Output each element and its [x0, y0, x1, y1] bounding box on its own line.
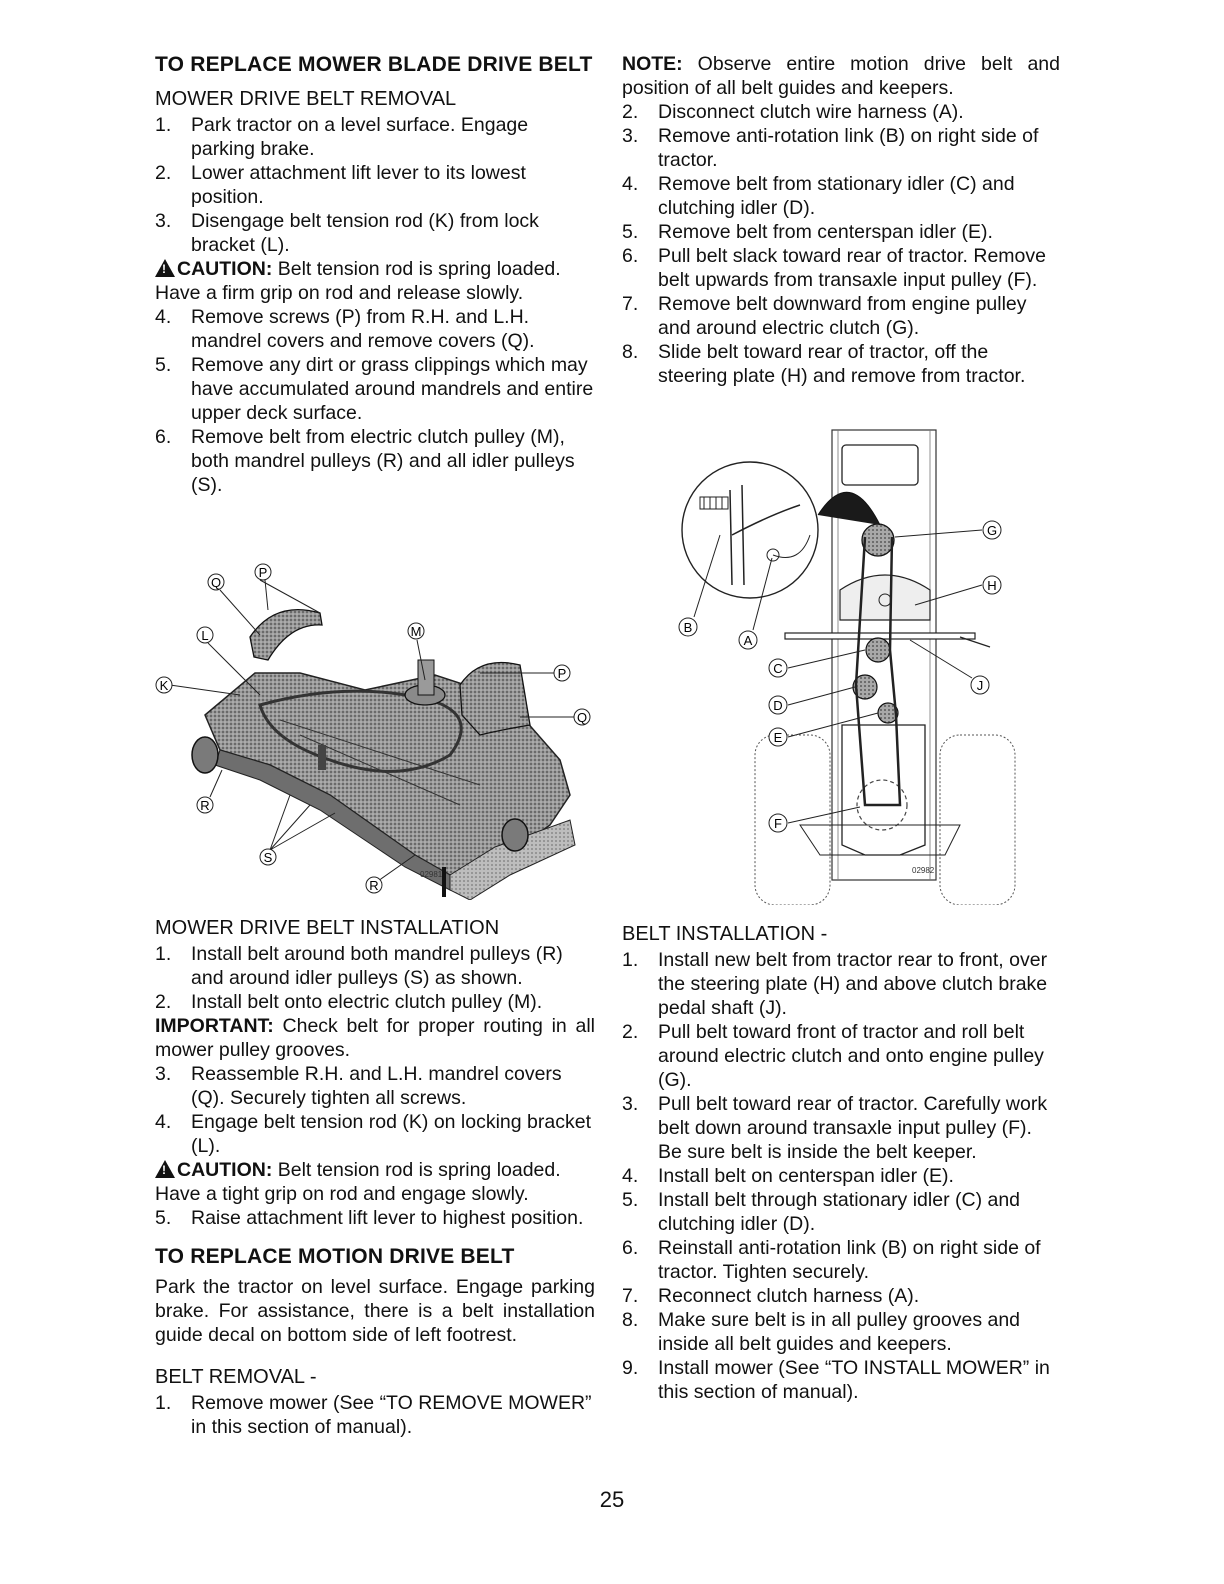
steering-plate [840, 575, 930, 620]
step-item [155, 425, 595, 497]
callout-b: B [683, 620, 693, 635]
step-item [622, 1284, 1060, 1308]
note-text: Observe entire motion drive belt and position of all belt guides and keepers. [622, 53, 1060, 99]
callout-h: H [987, 578, 997, 593]
callout-g: G [986, 523, 998, 538]
step-number: 4. [622, 173, 639, 195]
mandrel-cover-left [250, 610, 322, 660]
mower-deck-figure [150, 555, 600, 900]
callout-c: C [773, 661, 783, 676]
step-text: Remove belt from electric clutch pulley (M), both mandrel pulleys (R) and all idler pulleys (S). [191, 426, 575, 496]
step-number: 6. [155, 426, 172, 448]
step-number: 3. [155, 210, 172, 232]
belt-removal-steps [155, 1391, 595, 1439]
callout-q-1: P [258, 565, 268, 580]
step-text: Remove anti-rotation link (B) on right side of tractor. [658, 125, 1039, 171]
detail-circle [682, 462, 818, 598]
callout-r-2: R [369, 878, 379, 893]
step-item [155, 1062, 595, 1110]
step-item [622, 1020, 1060, 1092]
step-item [622, 292, 1060, 340]
step-item [155, 1110, 595, 1158]
page-number: 25 [599, 1487, 625, 1512]
step-number: 4. [622, 1165, 639, 1187]
engine-pulley [862, 524, 894, 556]
step-text: Pull belt toward front of tractor and roll belt around electric clutch and onto engine pulley (G). [658, 1021, 1044, 1091]
important-label: IMPORTANT: [155, 1015, 274, 1037]
install-steps-c [155, 1206, 595, 1230]
step-text: Reinstall anti-rotation link (B) on right side of tractor. Tighten securely. [658, 1237, 1041, 1283]
step-number: 4. [155, 306, 172, 328]
note [622, 52, 1060, 100]
section-title-motion-belt: TO REPLACE MOTION DRIVE BELT [155, 1245, 515, 1268]
caution-2-label: CAUTION: [177, 1159, 273, 1181]
caution-1-label: CAUTION: [177, 258, 273, 280]
step-number: 1. [155, 114, 172, 136]
important-note [155, 1014, 595, 1062]
callout-d: D [773, 698, 783, 713]
step-text: Remove any dirt or grass clippings which may have accumulated around mandrels and entire upper deck surface. [191, 354, 594, 424]
step-number: 7. [622, 1285, 639, 1307]
step-item [622, 172, 1060, 220]
callout-j: J [976, 678, 984, 693]
warning-icon [155, 1160, 175, 1178]
callout-e: E [773, 730, 783, 745]
left-column-top [155, 52, 595, 497]
step-text: Install belt on centerspan idler (E). [658, 1165, 954, 1187]
step-item [622, 100, 1060, 124]
callout-m: M [410, 624, 422, 639]
callout-p-2: P [557, 666, 567, 681]
callout-l: L [201, 628, 209, 643]
caution-2-text: Belt tension rod is spring loaded. Have a tight grip on rod and engage slowly. [155, 1159, 561, 1205]
step-number: 1. [622, 949, 639, 971]
step-item [155, 161, 595, 209]
step-item [155, 990, 595, 1014]
step-number: 4. [155, 1111, 172, 1133]
caution-1 [155, 257, 595, 305]
warning-icon [155, 259, 175, 277]
callout-p-1: Q [210, 575, 222, 590]
important-text: Check belt for proper routing in all mower pulley grooves. [155, 1015, 595, 1061]
step-text: Pull belt toward rear of tractor. Carefully work belt down around transaxle input pulley (F). Be sure belt is inside the belt keeper. [658, 1093, 1048, 1163]
step-number: 5. [622, 221, 639, 243]
deck-wheel-left [192, 737, 218, 773]
step-text: Park tractor on a level surface. Engage parking brake. [191, 114, 529, 160]
removal-steps-a [155, 113, 595, 257]
step-text: Lower attachment lift lever to its lowest position. [191, 162, 526, 208]
step-number: 7. [622, 293, 639, 315]
install-heading: MOWER DRIVE BELT INSTALLATION [155, 917, 500, 939]
step-number: 8. [622, 341, 639, 363]
step-text: Slide belt toward rear of tractor, off the steering plate (H) and remove from tractor. [658, 341, 1026, 387]
step-item [155, 942, 595, 990]
deck-wheel-front [502, 819, 528, 851]
step-text: Pull belt slack toward rear of tractor. Remove belt upwards from transaxle input pulley (F). [658, 245, 1046, 291]
rear-tire-left [755, 735, 830, 905]
step-text: Disconnect clutch wire harness (A). [658, 101, 964, 123]
step-item [622, 1308, 1060, 1356]
right-column-top [622, 52, 1060, 388]
step-text: Disengage belt tension rod (K) from lock bracket (L). [191, 210, 539, 256]
figure2-code: 02982 [912, 866, 935, 875]
step-number: 8. [622, 1309, 639, 1331]
belt-install-heading: BELT INSTALLATION - [622, 923, 828, 945]
callout-s: S [263, 850, 273, 865]
callout-q-2: Q [576, 710, 588, 725]
step-number: 5. [155, 354, 172, 376]
caution-2 [155, 1158, 595, 1206]
step-number: 6. [622, 245, 639, 267]
step-item [622, 244, 1060, 292]
step-text: Install new belt from tractor rear to front, over the steering plate (H) and above clutch brake pedal shaft (J). [658, 949, 1048, 1019]
left-column-bottom [155, 916, 595, 1439]
step-number: 3. [155, 1063, 172, 1085]
step-text: Engage belt tension rod (K) on locking bracket (L). [191, 1111, 591, 1157]
step-item [622, 1356, 1060, 1404]
removal-steps-b [155, 305, 595, 497]
note-label: NOTE: [622, 53, 683, 75]
motion-removal-steps [622, 100, 1060, 388]
step-number: 2. [155, 991, 172, 1013]
step-item [155, 113, 595, 161]
figure1-code: 02981 [420, 870, 443, 879]
step-text: Install mower (See “TO INSTALL MOWER” in this section of manual). [658, 1357, 1050, 1403]
right-column-bottom [622, 922, 1060, 1404]
step-item [622, 1188, 1060, 1236]
step-item [155, 305, 595, 353]
step-text: Remove belt downward from engine pulley and around electric clutch (G). [658, 293, 1027, 339]
step-text: Remove mower (See “TO REMOVE MOWER” in this section of manual). [191, 1392, 592, 1438]
section-title-blade-belt: TO REPLACE MOWER BLADE DRIVE BELT [155, 53, 593, 76]
step-number: 3. [622, 1093, 639, 1115]
step-text: Make sure belt is in all pulley grooves and inside all belt guides and keepers. [658, 1309, 1021, 1355]
step-item [622, 1164, 1060, 1188]
belt-install-steps [622, 948, 1060, 1404]
step-item [622, 340, 1060, 388]
install-steps-a [155, 942, 595, 1014]
callout-f: F [774, 816, 782, 831]
step-item [155, 353, 595, 425]
step-text: Install belt through stationary idler (C) and clutching idler (D). [658, 1189, 1021, 1235]
install-steps-b [155, 1062, 595, 1158]
step-item [622, 948, 1060, 1020]
step-number: 2. [155, 162, 172, 184]
step-number: 3. [622, 125, 639, 147]
step-number: 5. [155, 1207, 172, 1229]
step-text: Reconnect clutch harness (A). [658, 1285, 920, 1307]
callout-r-1: R [200, 798, 210, 813]
step-text: Raise attachment lift lever to highest position. [191, 1207, 584, 1229]
step-item [155, 1391, 595, 1439]
step-number: 9. [622, 1357, 639, 1379]
step-text: Install belt onto electric clutch pulley (M). [191, 991, 543, 1013]
step-number: 2. [622, 1021, 639, 1043]
step-number: 6. [622, 1237, 639, 1259]
step-number: 5. [622, 1189, 639, 1211]
stationary-idler [866, 638, 890, 662]
step-number: 1. [155, 1392, 172, 1414]
motion-intro: Park the tractor on level surface. Engage parking brake. For assistance, there is a belt installation guide decal on bottom side of left footrest. [155, 1276, 595, 1346]
step-item [622, 1092, 1060, 1164]
step-item [622, 220, 1060, 244]
step-number: 2. [622, 101, 639, 123]
callout-k: K [159, 678, 169, 693]
step-text: Remove belt from centerspan idler (E). [658, 221, 993, 243]
step-text: Remove belt from stationary idler (C) and clutching idler (D). [658, 173, 1015, 219]
step-number: 1. [155, 943, 172, 965]
motion-belt-figure [660, 425, 1060, 905]
step-item [622, 124, 1060, 172]
removal-heading: MOWER DRIVE BELT REMOVAL [155, 88, 457, 110]
step-text: Reassemble R.H. and L.H. mandrel covers (Q). Securely tighten all screws. [191, 1063, 562, 1109]
belt-removal-heading: BELT REMOVAL - [155, 1366, 317, 1388]
step-text: Remove screws (P) from R.H. and L.H. mandrel covers and remove covers (Q). [191, 306, 535, 352]
callout-a: A [743, 633, 753, 648]
step-item [155, 1206, 595, 1230]
rear-tire-right [940, 735, 1015, 905]
step-item [155, 209, 595, 257]
step-text: Install belt around both mandrel pulleys (R) and around idler pulleys (S) as shown. [191, 943, 563, 989]
caution-1-text: Belt tension rod is spring loaded. Have a firm grip on rod and release slowly. [155, 258, 561, 304]
step-item [622, 1236, 1060, 1284]
